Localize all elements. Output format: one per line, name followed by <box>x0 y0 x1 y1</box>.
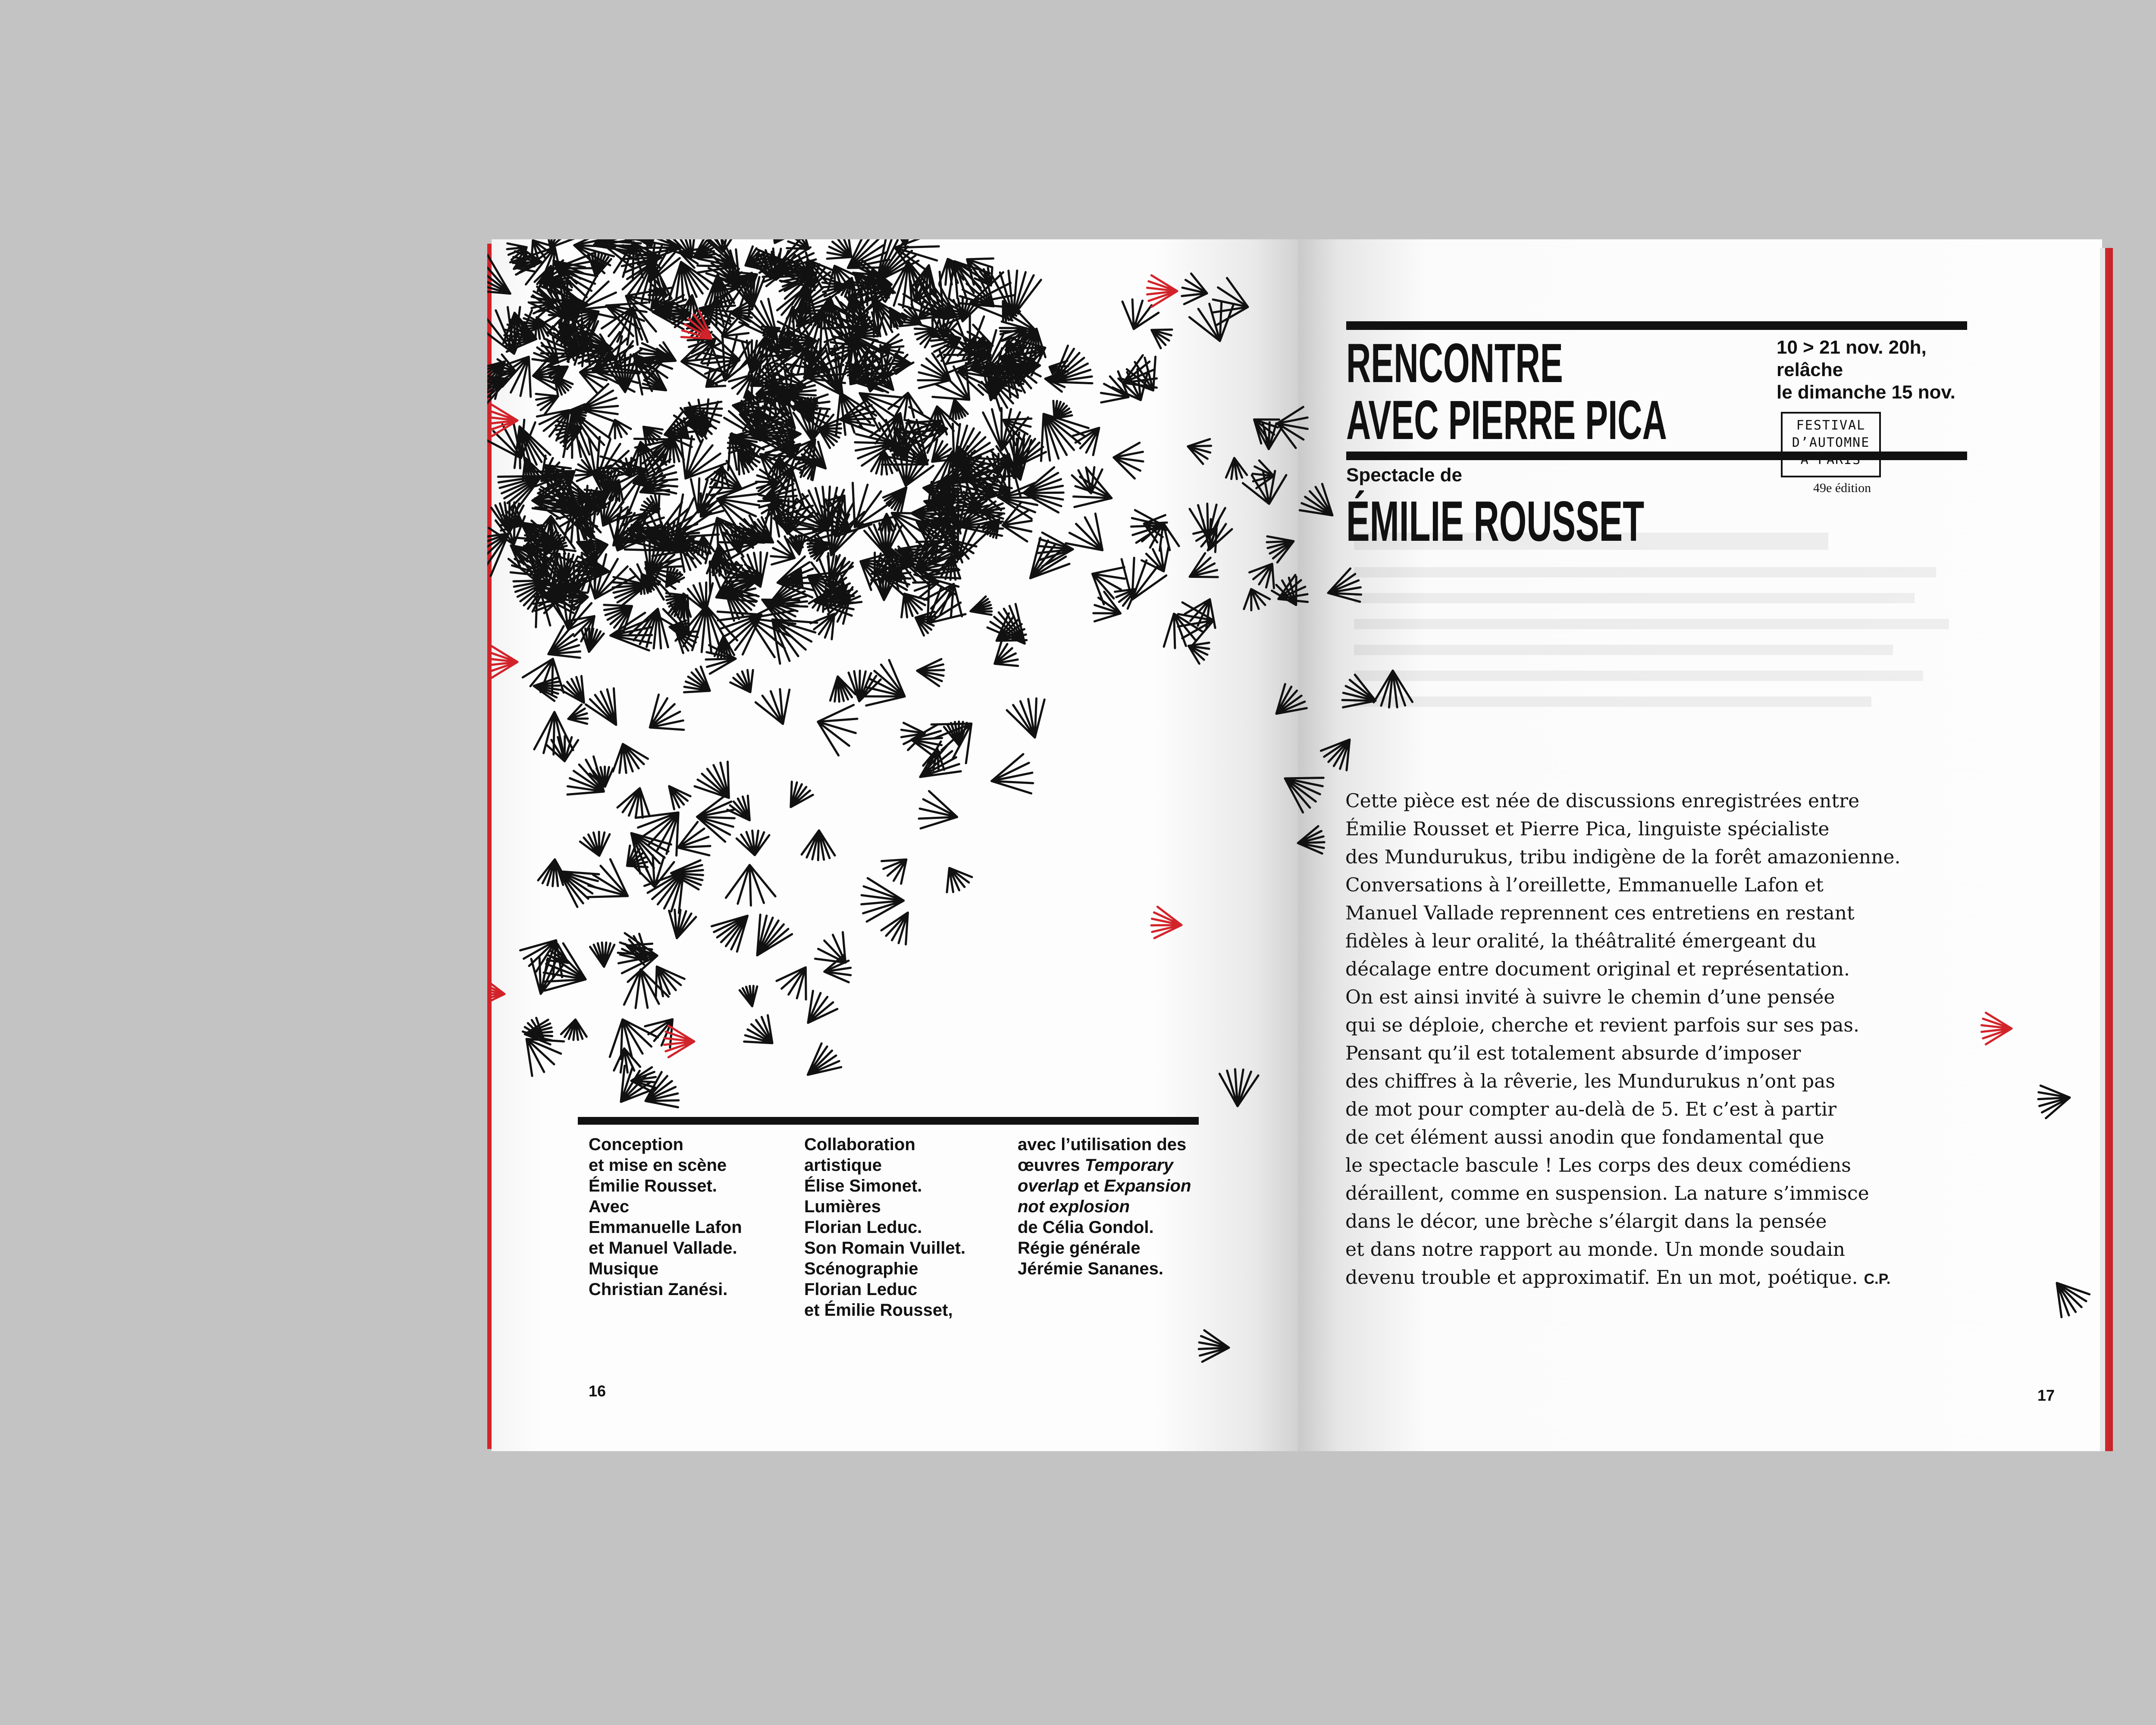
fan-glyph <box>613 744 648 773</box>
work-title: Expansion <box>1104 1176 1191 1195</box>
dates-line: 10 > 21 nov. 20h, <box>1777 337 1927 358</box>
fan-glyph <box>1244 589 1270 610</box>
credit-line: et Manuel Vallade. <box>589 1239 737 1258</box>
fan-glyph <box>669 262 712 300</box>
fan-glyph <box>669 910 696 938</box>
fan-glyph <box>581 384 618 422</box>
fan-glyph <box>1321 740 1350 770</box>
fan-glyph <box>487 534 508 576</box>
fan-glyph <box>1250 564 1274 588</box>
logo-line: D’AUTOMNE <box>1792 435 1870 450</box>
fan-glyph <box>791 782 813 807</box>
fan-glyph <box>995 641 1018 666</box>
fan-glyph <box>1024 467 1064 513</box>
fan-glyph <box>1182 273 1207 304</box>
fan-glyph <box>811 614 834 639</box>
fan-glyph <box>650 695 684 730</box>
fan-glyph <box>678 822 710 855</box>
credit-line: Musique <box>589 1259 659 1278</box>
fan-glyph <box>561 676 584 703</box>
credit-line: artistique <box>804 1156 882 1175</box>
fan-glyph <box>617 788 650 818</box>
fan-glyph <box>1188 439 1211 464</box>
credit-line: Son Romain Vuillet. <box>804 1239 966 1258</box>
body-line: Conversations à l’oreillette, Emmanuelle Lafon et <box>1345 874 1824 896</box>
fan-glyph <box>609 420 631 439</box>
fan-glyph <box>675 495 719 537</box>
body-line: des Mundurukus, tribu indigène de la forêt amazonienne. <box>1345 846 1901 868</box>
fan-glyph <box>1115 589 1136 609</box>
body-line: des chiffres à la rêverie, les Mundurukus n’ont pas <box>1345 1070 1835 1092</box>
fan-glyph <box>1374 671 1413 707</box>
work-title: not explosion <box>1018 1197 1130 1216</box>
credit-line: avec l’utilisation des <box>1018 1135 1187 1154</box>
fan-glyph <box>727 796 750 820</box>
credit-line: Florian Leduc. <box>804 1218 922 1237</box>
credit-fragment: œuvres <box>1018 1156 1080 1175</box>
credit-line: et mise en scène <box>589 1156 727 1175</box>
fan-glyph <box>1152 329 1172 348</box>
fan-glyph <box>546 736 578 761</box>
credit-line: Lumières <box>804 1197 881 1216</box>
fan-glyph <box>1342 675 1376 708</box>
fan-glyph <box>947 868 972 892</box>
fan-glyph <box>590 943 614 967</box>
body-line: Cette pièce est née de discussions enregistrées entre <box>1345 790 1860 812</box>
fan-glyph <box>1188 643 1209 664</box>
fan-glyph <box>536 394 558 414</box>
fan-glyph <box>614 1048 640 1073</box>
fan-glyph <box>697 794 735 842</box>
fan-glyph <box>1041 414 1088 461</box>
fan-glyph <box>902 594 928 618</box>
credit-line: Scénographie <box>804 1259 918 1278</box>
fan-glyph <box>1142 547 1169 571</box>
fan-glyph <box>567 756 604 794</box>
fan-glyph <box>772 619 817 664</box>
fan-glyph <box>1114 443 1143 479</box>
credit-line: Émilie Rousset. <box>589 1176 717 1195</box>
fan-glyph <box>919 791 957 828</box>
fan-glyph <box>677 631 698 653</box>
fan-glyph <box>950 399 968 419</box>
fan-glyph <box>487 405 517 436</box>
credit-line: Élise Simonet. <box>804 1176 922 1195</box>
fan-glyph <box>915 612 935 636</box>
fan-glyph <box>1164 614 1203 648</box>
fan-glyph <box>881 913 908 944</box>
fan-glyph <box>883 487 906 512</box>
dates-line: relâche <box>1777 359 1843 380</box>
logo-line: FESTIVAL <box>1796 418 1866 433</box>
credit-line: Emmanuelle Lafon <box>589 1218 742 1237</box>
fan-glyph <box>587 859 627 897</box>
fan-glyph <box>669 786 691 809</box>
fan-glyph <box>1267 536 1294 563</box>
fan-glyph <box>487 976 505 1007</box>
fan-glyph <box>815 932 845 963</box>
artist-name: ÉMILIE ROUSSET <box>1346 489 1645 553</box>
fan-glyph <box>882 859 906 884</box>
credit-line: Christian Zanési. <box>589 1280 728 1299</box>
author-signature: C.P. <box>1864 1271 1891 1287</box>
fan-glyph <box>777 967 806 1000</box>
work-title: overlap <box>1018 1176 1079 1195</box>
fan-glyph <box>1151 907 1181 938</box>
fan-glyph <box>1213 278 1248 325</box>
work-title: Temporary <box>1084 1156 1173 1175</box>
fan-glyph <box>755 689 790 724</box>
body-line: fidèles à leur oralité, la théâtralité émergeant du <box>1345 930 1817 952</box>
fan-glyph <box>695 762 729 798</box>
body-line: le spectacle bascule ! Les corps des deux comédiens <box>1345 1154 1851 1176</box>
fan-glyph <box>582 628 604 652</box>
fan-glyph <box>1066 514 1103 550</box>
body-line: déraillent, comme en suspension. La nature s’immisce <box>1345 1182 1869 1204</box>
body-line: qui se déploie, cherche et revient parfois sur ses pas. <box>1345 1014 1859 1036</box>
show-label: Spectacle de <box>1346 464 1463 486</box>
body-line: dans le décor, une brèche s’élargit dans la pensée <box>1345 1211 1827 1233</box>
fan-glyph <box>1226 458 1247 479</box>
credit-line: Collaboration <box>804 1135 915 1154</box>
body-line: de cet élément aussi anodin que fondamental que <box>1345 1126 1824 1148</box>
fan-glyph <box>1298 826 1324 853</box>
fan-glyph <box>487 255 510 294</box>
fan-glyph <box>1053 401 1072 419</box>
credit-line: Florian Leduc <box>804 1280 918 1299</box>
body-line: Émilie Rousset et Pierre Pica, linguiste spécialiste <box>1345 818 1830 840</box>
fan-glyph <box>917 659 944 686</box>
fan-glyph <box>1276 684 1307 714</box>
fan-glyph <box>712 916 748 952</box>
fan-glyph <box>730 670 753 692</box>
credit-line: Avec <box>589 1197 630 1216</box>
fan-glyph <box>580 832 610 856</box>
fan-glyph <box>2038 1085 2070 1118</box>
body-line: décalage entre document original et représentation. <box>1345 958 1850 980</box>
body-line: de mot pour compter au-delà de 5. Et c’est à partir <box>1345 1098 1837 1120</box>
fan-glyph <box>1101 371 1128 402</box>
credit-line: et Émilie Rousset, <box>804 1301 953 1320</box>
fan-glyph <box>808 991 837 1023</box>
body-line: On est ainsi invité à suivre le chemin d’une pensée <box>1345 986 1835 1008</box>
fan-glyph <box>1189 302 1233 341</box>
fan-glyph <box>684 667 710 692</box>
fan-glyph <box>862 878 904 922</box>
open-booklet <box>487 239 2109 1451</box>
fan-pattern-illustration <box>487 239 2109 1451</box>
fan-glyph <box>802 831 835 860</box>
page-number-left: 16 <box>589 1382 606 1400</box>
credit-line: Régie générale <box>1018 1239 1141 1258</box>
fan-glyph <box>534 712 573 755</box>
fan-glyph <box>818 705 857 756</box>
fan-glyph <box>534 677 559 701</box>
fan-glyph <box>561 1019 586 1040</box>
event-title-line: AVEC PIERRE PICA <box>1346 389 1667 451</box>
fan-glyph <box>568 705 588 724</box>
fan-glyph <box>1981 1013 2012 1044</box>
body-line: Manuel Vallade reprennent ces entretiens en restant <box>1345 902 1855 924</box>
body-line: Pensant qu’il est totalement absurde d’imposer <box>1345 1042 1801 1064</box>
fan-glyph <box>1219 1069 1258 1106</box>
fan-glyph <box>656 966 684 997</box>
fan-glyph <box>740 986 757 1006</box>
page-number-right: 17 <box>2037 1386 2055 1404</box>
fan-glyph <box>992 754 1033 794</box>
credit-fragment: et <box>1084 1176 1099 1195</box>
credit-line: de Célia Gondol. <box>1018 1218 1154 1237</box>
fan-glyph <box>808 1044 841 1075</box>
credit-line: Conception <box>589 1135 683 1154</box>
fan-glyph <box>586 688 616 725</box>
fan-glyph <box>1243 471 1286 504</box>
credit-line: Jérémie Sananes. <box>1018 1259 1163 1278</box>
fan-glyph <box>726 865 775 906</box>
fan-glyph <box>1147 275 1177 307</box>
fan-glyph <box>548 626 580 658</box>
fan-glyph <box>1007 699 1044 738</box>
body-line: et dans notre rapport au monde. Un monde soudain <box>1345 1239 1846 1261</box>
fan-glyph <box>827 239 851 259</box>
fan-glyph <box>1328 568 1361 602</box>
fan-glyph <box>1300 484 1332 515</box>
dates-line: le dimanche 15 nov. <box>1777 382 1955 403</box>
festival-edition: 49e édition <box>1813 481 1871 495</box>
fan-glyph <box>1190 553 1218 577</box>
fan-glyph <box>1277 407 1307 448</box>
fan-glyph <box>526 1039 564 1076</box>
fan-glyph <box>1285 778 1323 812</box>
fan-glyph <box>1122 299 1159 329</box>
fan-glyph <box>736 831 769 855</box>
fan-glyph <box>744 1015 772 1043</box>
fan-glyph <box>757 915 792 955</box>
fan-glyph <box>487 646 517 677</box>
fan-glyph <box>971 596 992 615</box>
fan-glyph <box>1199 1330 1229 1362</box>
fan-glyph <box>2057 1283 2090 1317</box>
event-title-line: RENCONTRE <box>1346 332 1563 394</box>
body-last-line: devenu trouble et approximatif. En un mot, poétique. <box>1345 1267 1858 1289</box>
